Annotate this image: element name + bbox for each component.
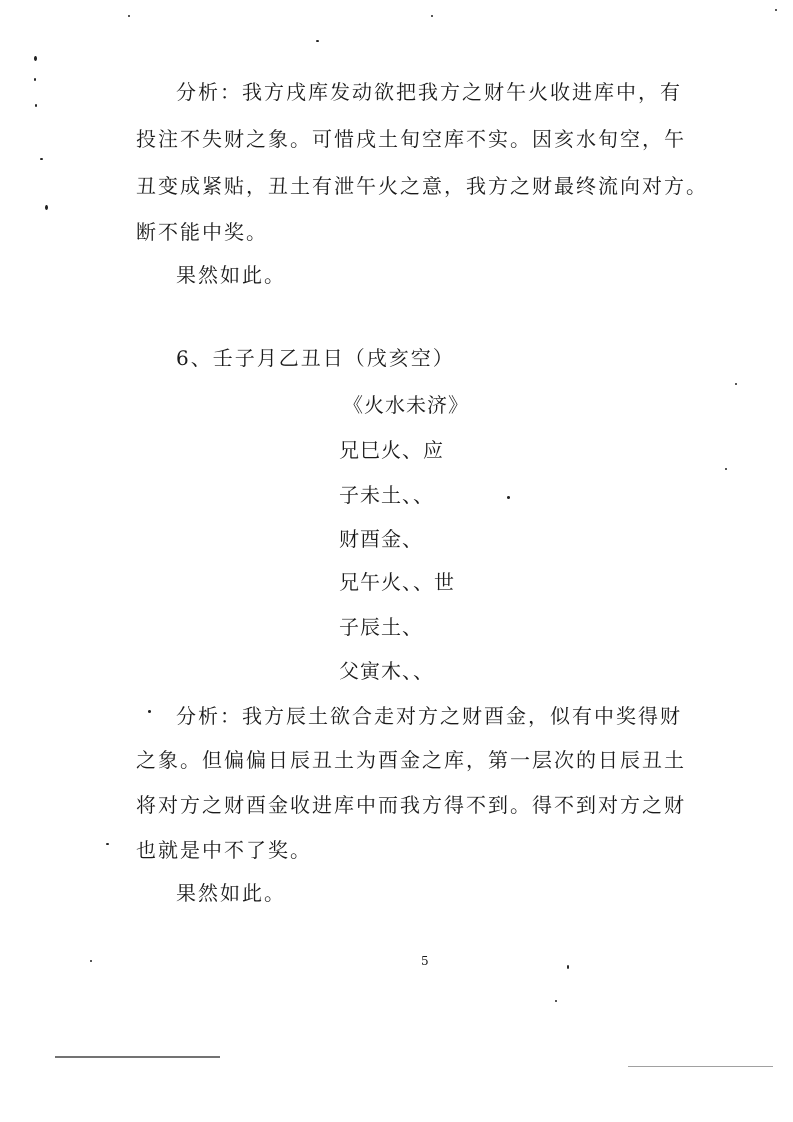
paragraph-line: 之象。但偏偏日辰丑土为酉金之库，第一层次的日辰丑土 <box>136 748 686 772</box>
scan-speck <box>775 9 777 11</box>
scan-line <box>55 1056 220 1058</box>
paragraph-line: 分析：我方戌库发动欲把我方之财午火收进库中，有 <box>176 80 682 104</box>
hexagram-line: 兄巳火、应 <box>339 438 444 462</box>
paragraph-line: 也就是中不了奖。 <box>136 838 312 862</box>
scan-speck <box>34 56 37 61</box>
result-statement-1: 果然如此。 <box>176 263 286 287</box>
hexagram-line: 兄午火、、世 <box>339 570 455 594</box>
scan-speck <box>555 1000 557 1002</box>
scan-speck <box>34 78 36 81</box>
page-number: 5 <box>421 954 429 968</box>
scan-speck <box>45 205 48 210</box>
scan-line <box>628 1066 773 1067</box>
hexagram-line: 子辰土、 <box>339 615 423 639</box>
scan-speck <box>90 960 92 962</box>
scan-speck <box>507 496 510 499</box>
scan-speck <box>35 104 37 107</box>
case-title: 6、壬子月乙丑日（戌亥空） <box>176 346 455 370</box>
scan-speck <box>106 843 109 845</box>
scan-speck <box>316 40 319 42</box>
hexagram-line: 父寅木、、 <box>339 659 434 683</box>
paragraph-line: 投注不失财之象。可惜戌土旬空库不实。因亥水旬空，午 <box>136 127 686 151</box>
scan-speck <box>40 158 43 160</box>
scan-speck <box>148 710 151 713</box>
scan-speck <box>735 383 737 385</box>
hexagram-line: 财酉金、 <box>339 527 423 551</box>
hexagram-line: 子未土、、 <box>339 483 434 507</box>
hexagram-name: 《火水未济》 <box>343 393 469 417</box>
scan-speck <box>567 965 569 969</box>
scan-speck <box>128 15 130 17</box>
scan-speck <box>431 15 433 17</box>
result-statement-2: 果然如此。 <box>176 881 286 905</box>
paragraph-line: 将对方之财酉金收进库中而我方得不到。得不到对方之财 <box>136 793 686 817</box>
paragraph-line: 断不能中奖。 <box>136 220 268 244</box>
paragraph-line: 丑变成紧贴，丑土有泄午火之意，我方之财最终流向对方。 <box>136 174 708 198</box>
paragraph-line: 分析：我方辰土欲合走对方之财酉金，似有中奖得财 <box>176 704 682 728</box>
scan-speck <box>725 468 727 470</box>
